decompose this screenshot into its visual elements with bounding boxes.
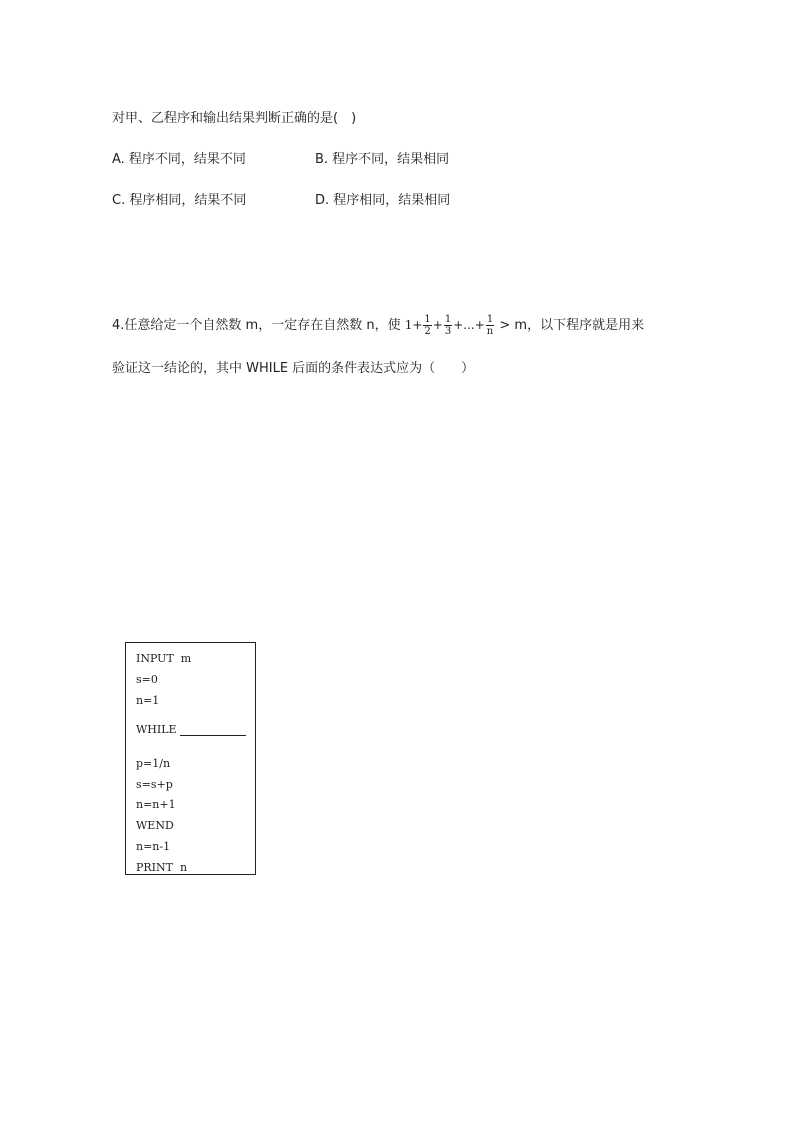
question-4-line-2: 验证这一结论的，其中 WHILE 后面的条件表达式应为（ ） [112, 361, 475, 376]
option-a: A. 程序不同，结果不同 [112, 152, 246, 167]
option-d: D. 程序相同，结果相同 [315, 193, 451, 208]
fraction-third [444, 314, 452, 337]
code-line-input: INPUT m [136, 652, 192, 665]
while-condition-blank [180, 724, 246, 736]
fraction-half [423, 314, 431, 337]
fraction-numerator: 1 [424, 314, 431, 325]
fraction-numerator: 1 [486, 314, 494, 325]
ellipsis-sum: +...+ [453, 318, 485, 332]
code-line-p: p=1/n [136, 757, 171, 770]
code-line-n-decrement: n=n-1 [136, 840, 171, 853]
code-line-wend: WEND [136, 819, 174, 832]
question-3-stem: 对甲、乙程序和输出结果判断正确的是( ) [112, 111, 357, 126]
while-keyword: WHILE [136, 723, 177, 736]
fraction-denominator: 2 [424, 326, 431, 337]
plus-sign: + [432, 318, 443, 332]
code-line-n-update: n=n+1 [136, 798, 176, 811]
code-line-s-update: s=s+p [136, 778, 173, 791]
fraction-numerator: 1 [444, 314, 452, 325]
question-4-suffix: ，以下程序就是用来 [527, 318, 645, 333]
option-c: C. 程序相同，结果不同 [112, 193, 247, 208]
program-box [125, 642, 256, 875]
term-one: 1 [404, 318, 413, 332]
question-4-prefix: 4.任意给定一个自然数 m，一定存在自然数 n，使 [112, 318, 401, 333]
greater-than-m: > m [499, 318, 528, 333]
fraction-denominator: 3 [444, 326, 452, 337]
plus-sign: + [412, 318, 423, 332]
question-4-line-1 [112, 310, 644, 342]
code-line-s-init: s=0 [136, 673, 158, 686]
code-line-while [136, 723, 246, 736]
code-line-print: PRINT n [136, 861, 188, 874]
fraction-one-over-n [486, 314, 494, 337]
option-b: B. 程序不同，结果相同 [315, 152, 450, 167]
code-line-n-init: n=1 [136, 694, 160, 707]
fraction-denominator: n [486, 326, 494, 337]
